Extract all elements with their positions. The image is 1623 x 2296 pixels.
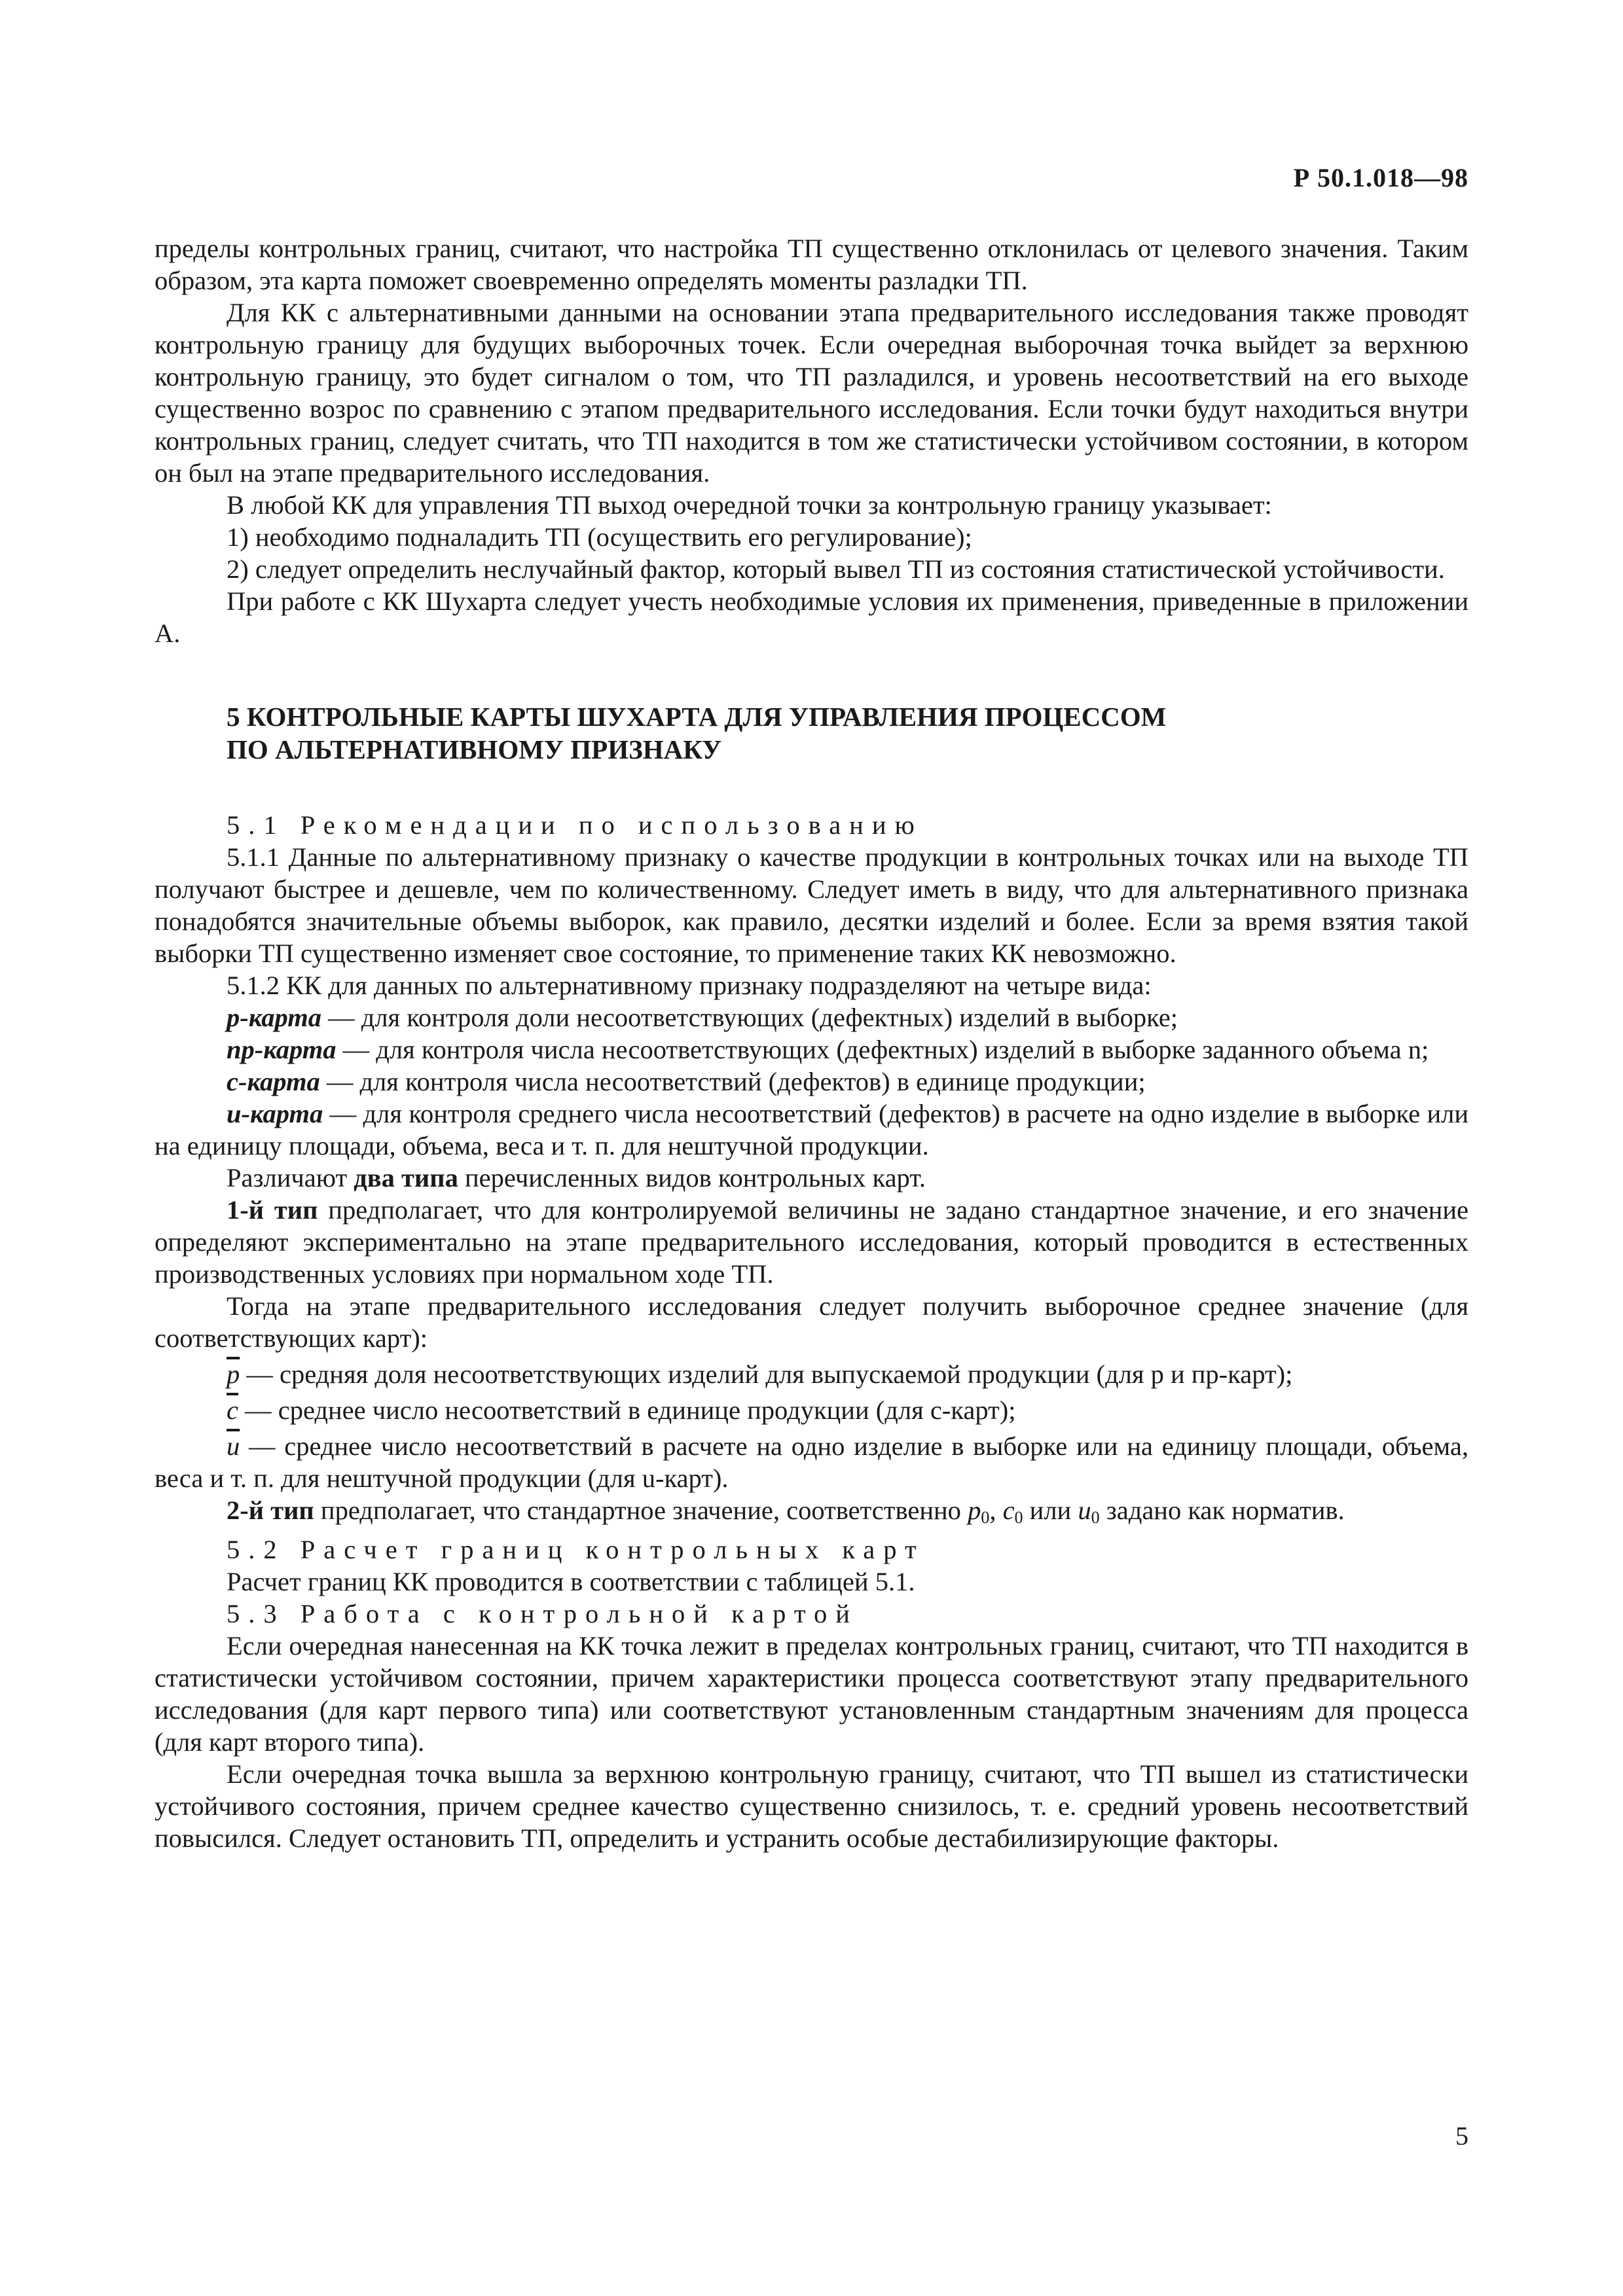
section-title xyxy=(227,700,1468,766)
type-2-label: 2-й тип xyxy=(227,1496,314,1525)
paragraph-5-1-1: 5.1.1 Данные по альтернативному признаку о качестве продукции в контрольных точках или на выходе ТП получают быстрее и дешевле, чем по количественному. Следует иметь в виду, что для альтернативного признака понадобятся значительные объемы выборок, как правило, десятки изделий и более. Если за время взятия такой выборки ТП существенно изменяет свое состояние, то применение таких КК невозможно. xyxy=(155,842,1468,968)
card-text: — для контроля числа несоответствий (дефектов) в единице продукции; xyxy=(319,1067,1146,1096)
paragraph-then: Тогда на этапе предварительного исследования следует получить выборочное среднее значение (для соответствующих карт): xyxy=(155,1291,1468,1353)
paragraph-any-kk: В любой КК для управления ТП выход очередной точки за контрольную границу указывает: xyxy=(227,490,1272,520)
subscript-zero: 0 xyxy=(1091,1508,1100,1527)
list-item-1: 1) необходимо подналадить ТП (осуществить его регулирование); xyxy=(227,522,972,552)
section-title-line-1: 5 КОНТРОЛЬНЫЕ КАРТЫ ШУХАРТА ДЛЯ УПРАВЛЕНИЯ ПРОЦЕССОМ xyxy=(227,702,1167,732)
card-term: с-карта xyxy=(227,1067,320,1096)
paragraph-shewhart-conditions: При работе с КК Шухарта следует учесть необходимые условия их применения, приведенные в приложении А. xyxy=(155,586,1468,648)
symbol-p: p xyxy=(968,1496,981,1525)
subsection-heading-5-1: 5.1 Рекомендации по использованию xyxy=(227,810,923,840)
paragraph-two-types xyxy=(155,1162,1468,1194)
paragraph-5-3-1: Если очередная нанесенная на КК точка лежит в пределах контрольных границ, считают, что ТП находится в статистически устойчивом состоянии, причем характеристики процесса соответствуют этапу предварительного исследования (для карт первого типа) или соответствуют установленным стандартным значениям для процесса (для карт второго типа). xyxy=(155,1631,1468,1757)
subsection-heading-5-3: 5.3 Работа с контрольной картой xyxy=(227,1599,858,1628)
mean-definition-u xyxy=(155,1430,1468,1494)
symbol-u: u xyxy=(1078,1496,1091,1525)
card-term: u-карта xyxy=(227,1099,323,1128)
paragraph-5-3-2: Если очередная точка вышла за верхнюю контрольную границу, считают, что ТП вышел из статистически устойчивого состояния, причем среднее качество существенно снизилось, т. е. средний уровень несоответствий повысился. Следует остановить ТП, определить и устранить особые дестабилизирующие факторы. xyxy=(155,1759,1468,1853)
two-types-pre: Различают xyxy=(227,1163,354,1193)
card-term: р-карта xyxy=(227,1003,321,1032)
paragraph-type-2 xyxy=(155,1494,1468,1534)
two-types-post: перечисленных видов контрольных карт. xyxy=(458,1163,926,1193)
subscript-zero: 0 xyxy=(981,1508,990,1527)
paragraph-type-1 xyxy=(155,1194,1468,1290)
card-definition xyxy=(155,1001,1468,1033)
mean-definition-p xyxy=(155,1358,1468,1390)
card-text: — для контроля доли несоответствующих (дефектных) изделий в выборке; xyxy=(321,1003,1178,1032)
mean-text: — среднее число несоответствий в единице продукции (для с-карт); xyxy=(238,1395,1016,1425)
subsection-heading-5-2: 5.2 Расчет границ контрольных карт xyxy=(227,1535,925,1564)
type-2-text-b: задано как норматив. xyxy=(1099,1496,1345,1525)
mean-text: — среднее число несоответствий в расчете на одно изделие в выборке или на единицу площади, объема, веса и т. п. для нештучной продукции (для u-карт). xyxy=(155,1431,1468,1493)
mean-definition-c xyxy=(155,1394,1468,1426)
card-text: — для контроля среднего числа несоответствий (дефектов) в расчете на одно изделие в выборке или на единицу площади, объема, веса и т. п. для нештучной продукции. xyxy=(155,1099,1468,1160)
card-definition xyxy=(155,1066,1468,1098)
type-2-text-a: предполагает, что стандартное значение, соответственно xyxy=(314,1496,968,1525)
paragraph-5-1-2: 5.1.2 КК для данных по альтернативному признаку подразделяют на четыре вида: xyxy=(227,971,1152,1000)
page-body xyxy=(155,232,1468,1854)
document-code: Р 50.1.018—98 xyxy=(1293,163,1468,192)
paragraph-continued: пределы контрольных границ, считают, что настройка ТП существенно отклонилась от целевого значения. Таким образом, эта карта поможет своевременно определять моменты разладки ТП. xyxy=(155,234,1468,295)
mean-symbol: $\overline{c}$ xyxy=(227,1395,238,1425)
card-definition xyxy=(155,1098,1468,1162)
paragraph-5-2: Расчет границ КК проводится в соответствии с таблицей 5.1. xyxy=(227,1567,915,1596)
mean-symbol: $\overline{p}$ xyxy=(227,1359,240,1389)
list-item-2: 2) следует определить неслучайный фактор, который вывел ТП из состояния статистической устойчивости. xyxy=(227,554,1445,584)
paragraph-alt-data: Для КК с альтернативными данными на основании этапа предварительного исследования также проводят контрольную границу для будущих выборочных точек. Если очередная выборочная точка выйдет за верхнюю контрольную границу, это будет сигналом о том, что ТП разладился, и уровень несоответствий на его выходе существенно возрос по сравнению с этапом предварительного исследования. Если точки будут находиться внутри контрольных границ, следует считать, что ТП находится в том же статистически устойчивом состоянии, в котором он был на этапе предварительного исследования. xyxy=(155,298,1468,488)
section-title-line-2: ПО АЛЬТЕРНАТИВНОМУ ПРИЗНАКУ xyxy=(227,734,722,764)
symbol-c: c xyxy=(1002,1496,1015,1525)
card-text: — для контроля числа несоответствующих (дефектных) изделий в выборке заданного объема n; xyxy=(336,1035,1429,1064)
separator: , xyxy=(989,1496,1003,1525)
type-1-label: 1-й тип xyxy=(227,1195,318,1225)
mean-symbol: $\overline{u}$ xyxy=(227,1431,240,1461)
card-definition xyxy=(155,1033,1468,1066)
two-types-bold: два типа xyxy=(354,1163,458,1193)
mean-text: — средняя доля несоответствующих изделий для выпускаемой продукции (для р и пр-карт); xyxy=(240,1359,1293,1389)
subscript-zero: 0 xyxy=(1014,1508,1023,1527)
page-number: 5 xyxy=(1455,2121,1468,2151)
type-1-text: предполагает, что для контролируемой величины не задано стандартное значение, и его значение определяют экспериментально на этапе предварительного исследования, который проводится в естественных производственных условиях при нормальном ходе ТП. xyxy=(155,1195,1468,1289)
separator: или xyxy=(1023,1496,1078,1525)
card-term: пр-карта xyxy=(227,1035,337,1064)
